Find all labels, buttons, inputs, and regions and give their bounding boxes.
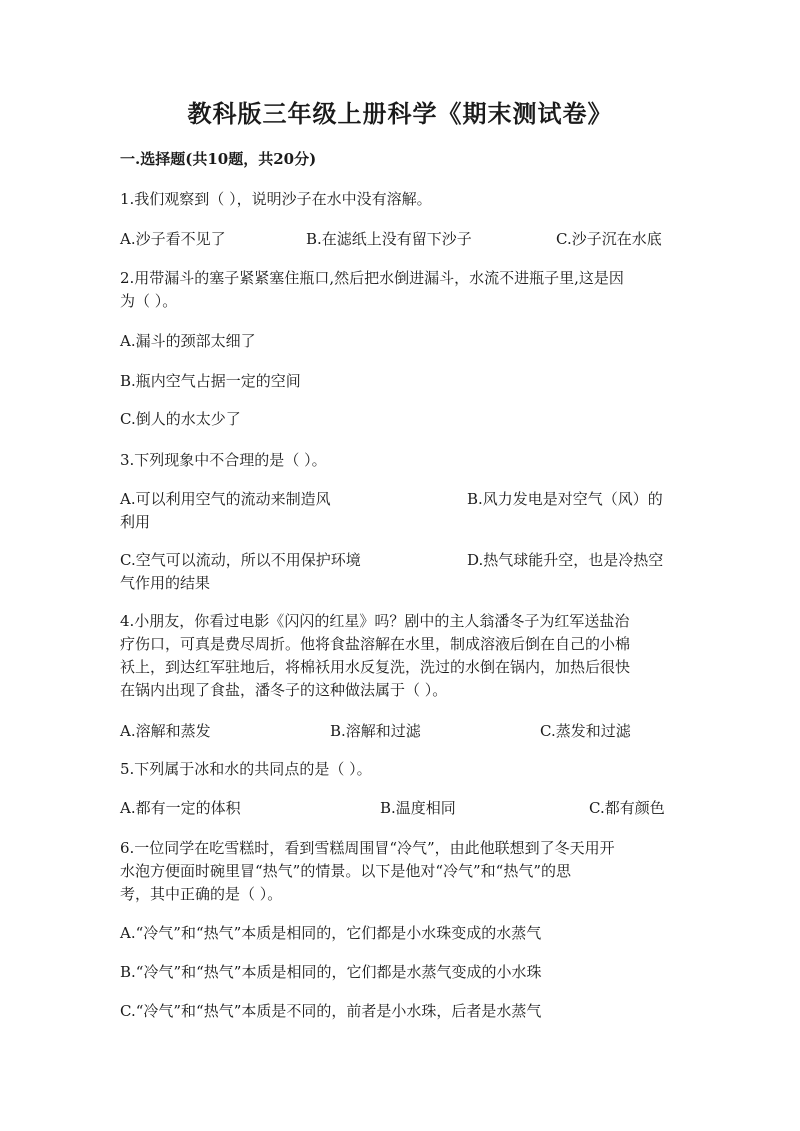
question-4-stem-line-2: 疗伤口，可真是费尽周折。他将食盐溶解在水里，制成溶液后倒在自己的小棉 — [120, 635, 631, 653]
question-6-stem-line-2: 水泡方便面时碗里冒“热气”的情景。以下是他对“冷气”和“热气”的思 — [120, 862, 572, 880]
question-4-option-b: B.溶解和过滤 — [330, 722, 421, 740]
question-6-option-a: A.“冷气”和“热气”本质是相同的，它们都是小水珠变成的水蒸气 — [120, 924, 542, 942]
question-1-option-c: C.沙子沉在水底 — [556, 230, 662, 248]
question-5-stem: 5.下列属于冰和水的共同点的是（ ）。 — [120, 760, 372, 778]
question-4-stem-line-3: 袄上，到达红军驻地后，将棉袄用水反复洗，洗过的水倒在锅内，加热后很快 — [120, 658, 631, 676]
question-2-option-b: B.瓶内空气占据一定的空间 — [120, 372, 301, 390]
question-4-option-c: C.蒸发和过滤 — [540, 722, 631, 740]
question-1-stem: 1.我们观察到（ ），说明沙子在水中没有溶解。 — [120, 190, 432, 208]
question-1-option-b: B.在滤纸上没有留下沙子 — [306, 230, 472, 248]
page-title: 教科版三年级上册科学《期末测试卷》 — [187, 99, 613, 128]
question-3-option-d-line-1: D.热气球能升空，也是冷热空 — [467, 551, 664, 569]
question-5-option-c: C.都有颜色 — [589, 799, 665, 817]
question-3-option-d-line-2: 气作用的结果 — [120, 574, 211, 592]
section-heading: 一.选择题(共10题，共20分) — [120, 150, 317, 168]
question-2-option-a: A.漏斗的颈部太细了 — [120, 332, 256, 350]
question-3-option-b-line-2: 利用 — [120, 513, 151, 531]
question-5-option-b: B.温度相同 — [380, 799, 456, 817]
question-4-stem-line-1: 4.小朋友，你看过电影《闪闪的红星》吗？剧中的主人翁潘冬子为红军送盐治 — [120, 612, 630, 630]
question-3-stem: 3.下列现象中不合理的是（ ）。 — [120, 451, 327, 469]
question-2-option-c: C.倒人的水太少了 — [120, 410, 241, 428]
question-6-option-c: C.“冷气”和“热气”本质是不同的，前者是小水珠，后者是水蒸气 — [120, 1002, 542, 1020]
question-2-stem-line-1: 2.用带漏斗的塞子紧紧塞住瓶口,然后把水倒进漏斗，水流不进瓶子里,这是因 — [120, 269, 624, 287]
question-6-option-b: B.“冷气”和“热气”本质是相同的，它们都是水蒸气变成的小水珠 — [120, 963, 542, 981]
question-4-option-a: A.溶解和蒸发 — [120, 722, 211, 740]
question-1-option-a: A.沙子看不见了 — [120, 230, 226, 248]
question-3-option-c: C.空气可以流动，所以不用保护环境 — [120, 551, 361, 569]
question-2-stem-line-2: 为（ ）。 — [120, 292, 178, 310]
question-6-stem-line-3: 考，其中正确的是（ ）。 — [120, 885, 283, 903]
question-4-stem-line-4: 在锅内出现了食盐，潘冬子的这种做法属于（ ）。 — [120, 681, 448, 699]
question-6-stem-line-1: 6.一位同学在吃雪糕时，看到雪糕周围冒“冷气”，由此他联想到了冬天用开 — [120, 839, 615, 857]
question-3-option-b-line-1: B.风力发电是对空气（风）的 — [467, 490, 663, 508]
question-5-option-a: A.都有一定的体积 — [120, 799, 241, 817]
question-3-option-a: A.可以利用空气的流动来制造风 — [120, 490, 331, 508]
